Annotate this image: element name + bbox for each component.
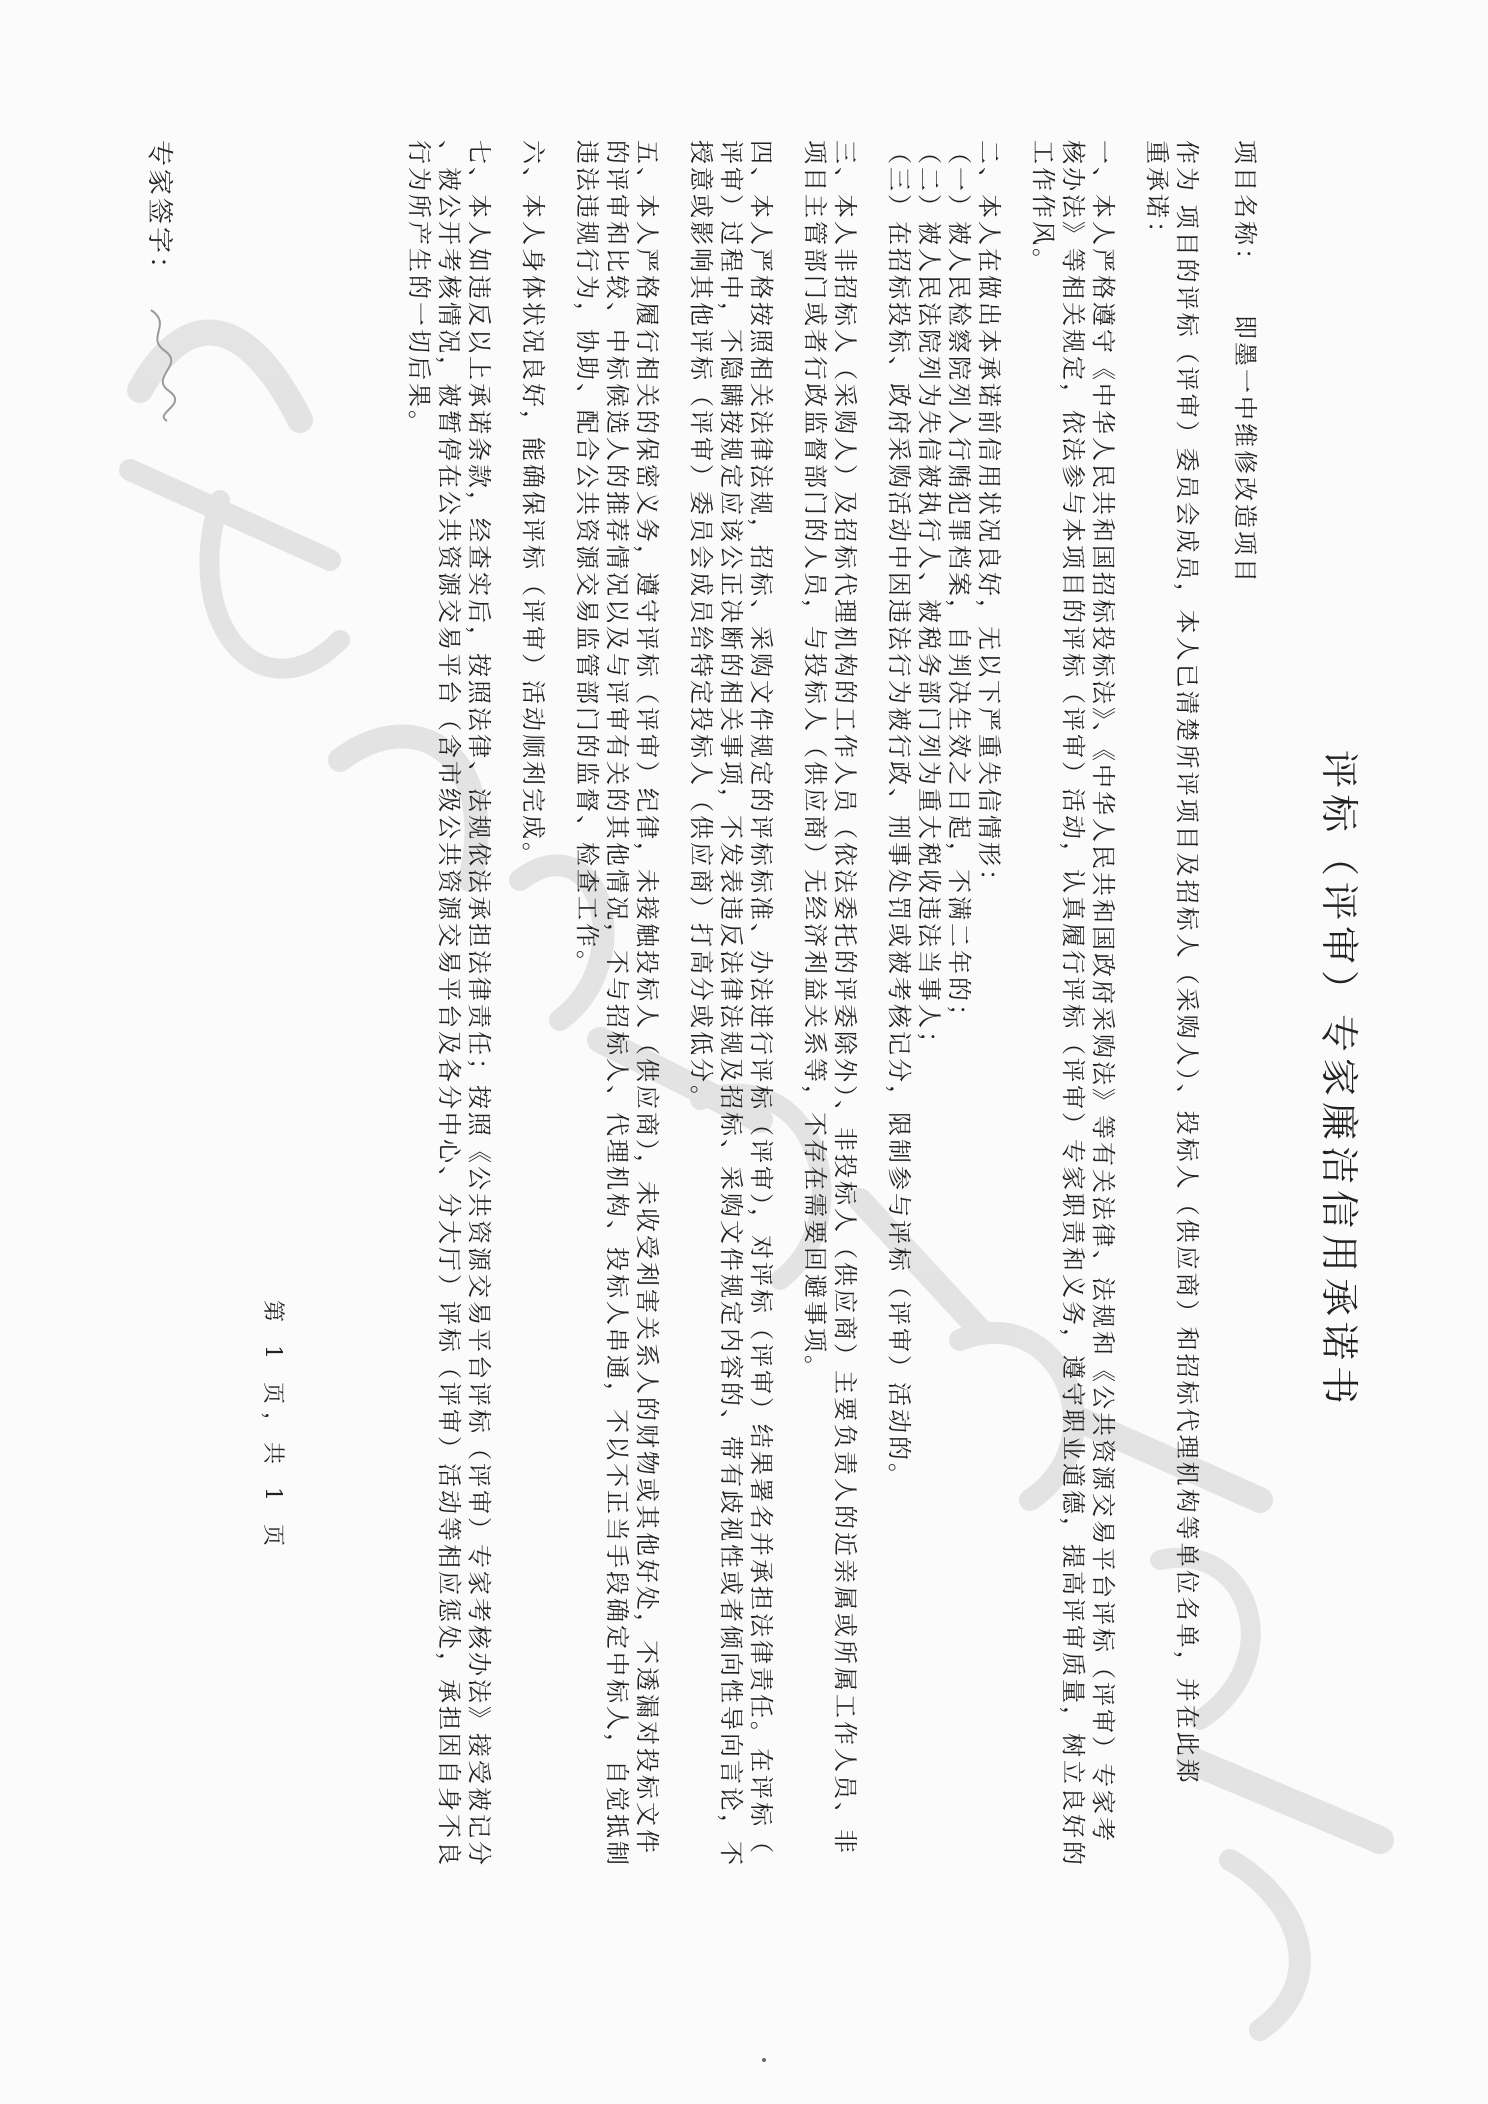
text-line: （一）被人民检察院列入行贿犯罪档案，自判决生效之日起，不满二年的； [945,140,973,1031]
document-content [140,140,1370,2020]
text-line: 二、本人在做出本承诺前信用状况良好，无以下严重失信情形： [975,140,1003,896]
clause-3 [800,140,860,2020]
text-line: 重承诺： [1143,140,1171,248]
clause-5 [572,140,662,2020]
document-title: 评标（评审）专家廉洁信用承诺书 [1317,749,1361,1410]
text-line: 授意或影响其他评标（评审）委员会成员给特定投标人（供应商）打高分或低分。 [687,140,715,1112]
clause-7 [404,140,494,2020]
text-line: 工作作风。 [1029,140,1057,275]
project-name: 即墨一中维修改造项目 [1231,315,1259,585]
text-line: （二）被人民法院列为失信被执行人、被税务部门列为重大税收违法当事人； [915,140,943,1058]
text-line: 违法违规行为，协助、配合公共资源交易监管部门的监督、检查工作。 [573,140,601,977]
text-line: 作为 项目的评标（评审）委员会成员，本人已清楚所评项目及招标人（采购人）、投标人（供应商）和招标代理机构等单位名单，并在此郑 [1173,140,1201,1786]
document-body [380,140,1260,2020]
scan-speck [762,2058,766,2062]
text-line: 五、本人严格履行相关的保密义务，遵守评标（评审）纪律，未接触投标人（供应商），未收受利害关系人的财物或其他好处，不透漏对投标文件 [633,140,661,1856]
text-line: 项目主管部门或者行政监督部门的人员，与投标人（供应商）无经济利益关系等，不存在需要回避事项。 [801,140,829,1382]
text-line: 行为所产生的一切后果。 [405,140,433,437]
clause-4 [686,140,776,2020]
signature-label: 专家签字： [144,140,174,286]
text-line: 一、本人严格遵守《中华人民共和国招标投标法》、《中华人民共和国政府采购法》等有关法律、法规和《公共资源交易平台评标（评审）专家考 [1089,140,1117,1844]
text-line: 四、本人严格按照相关法律法规，招标、采购文件规定的评标标准、办法进行评标（评审），对评标（评审）结果署名并承担法律责任。在评标（ [747,140,775,1856]
page-footer: 第 1 页，共 1 页 [260,1300,285,1554]
text-line: 六、本人身体状况良好，能确保评标（评审）活动顺利完成。 [519,140,547,869]
clause-2 [884,140,1004,2020]
handwritten-signature [143,305,179,425]
project-row [1230,140,1260,2020]
text-line: 、被公开考核情况，被暂停在公共资源交易平台（含市级公共资源交易平台及各分中心、分大厅）评标（评审）活动等相应惩处，承担因自身不良 [435,140,463,1868]
text-line: 三、本人非招标人（采购人）及招标代理机构的工作人员（依法委托的评委除外）、非投标人（供应商）主要负责人的近亲属或所属工作人员、非 [831,140,859,1856]
text-line: 核办法》等相关规定，依法参与本项目的评标（评审）活动，认真履行评标（评审）专家职责和义务，遵守职业道德，提高评审质量，树立良好的 [1059,140,1087,1868]
project-label: 项目名称： [1231,140,1259,275]
clause-1 [1028,140,1118,2020]
text-line: 七、本人如违反以上承诺条款，经查实后，按照法律、法规依法承担法律责任；按照《公共资源交易平台评标（评审）专家考核办法》接受被记分 [465,140,493,1868]
text-line: 评审）过程中，不隐瞒按规定应该公正决断的相关事项，不发表违反法律法规及招标、采购文件规定内容的、带有歧视性或者倾向性导向言论，不 [717,140,745,1868]
intro-paragraph [1142,140,1202,2020]
signature-row [143,140,180,425]
text-line: 的评审和比较、中标候选人的推荐情况以及与评审有关的其他情况，不与招标人、代理机构、投标人串通，不以不正当手段确定中标人，自觉抵制 [603,140,631,1868]
text-line: （三）在招标投标、政府采购活动中因违法行为被行政、刑事处罚或被考核记分，限制参与评标（评审）活动的。 [885,140,913,1490]
clause-6 [518,140,548,2020]
